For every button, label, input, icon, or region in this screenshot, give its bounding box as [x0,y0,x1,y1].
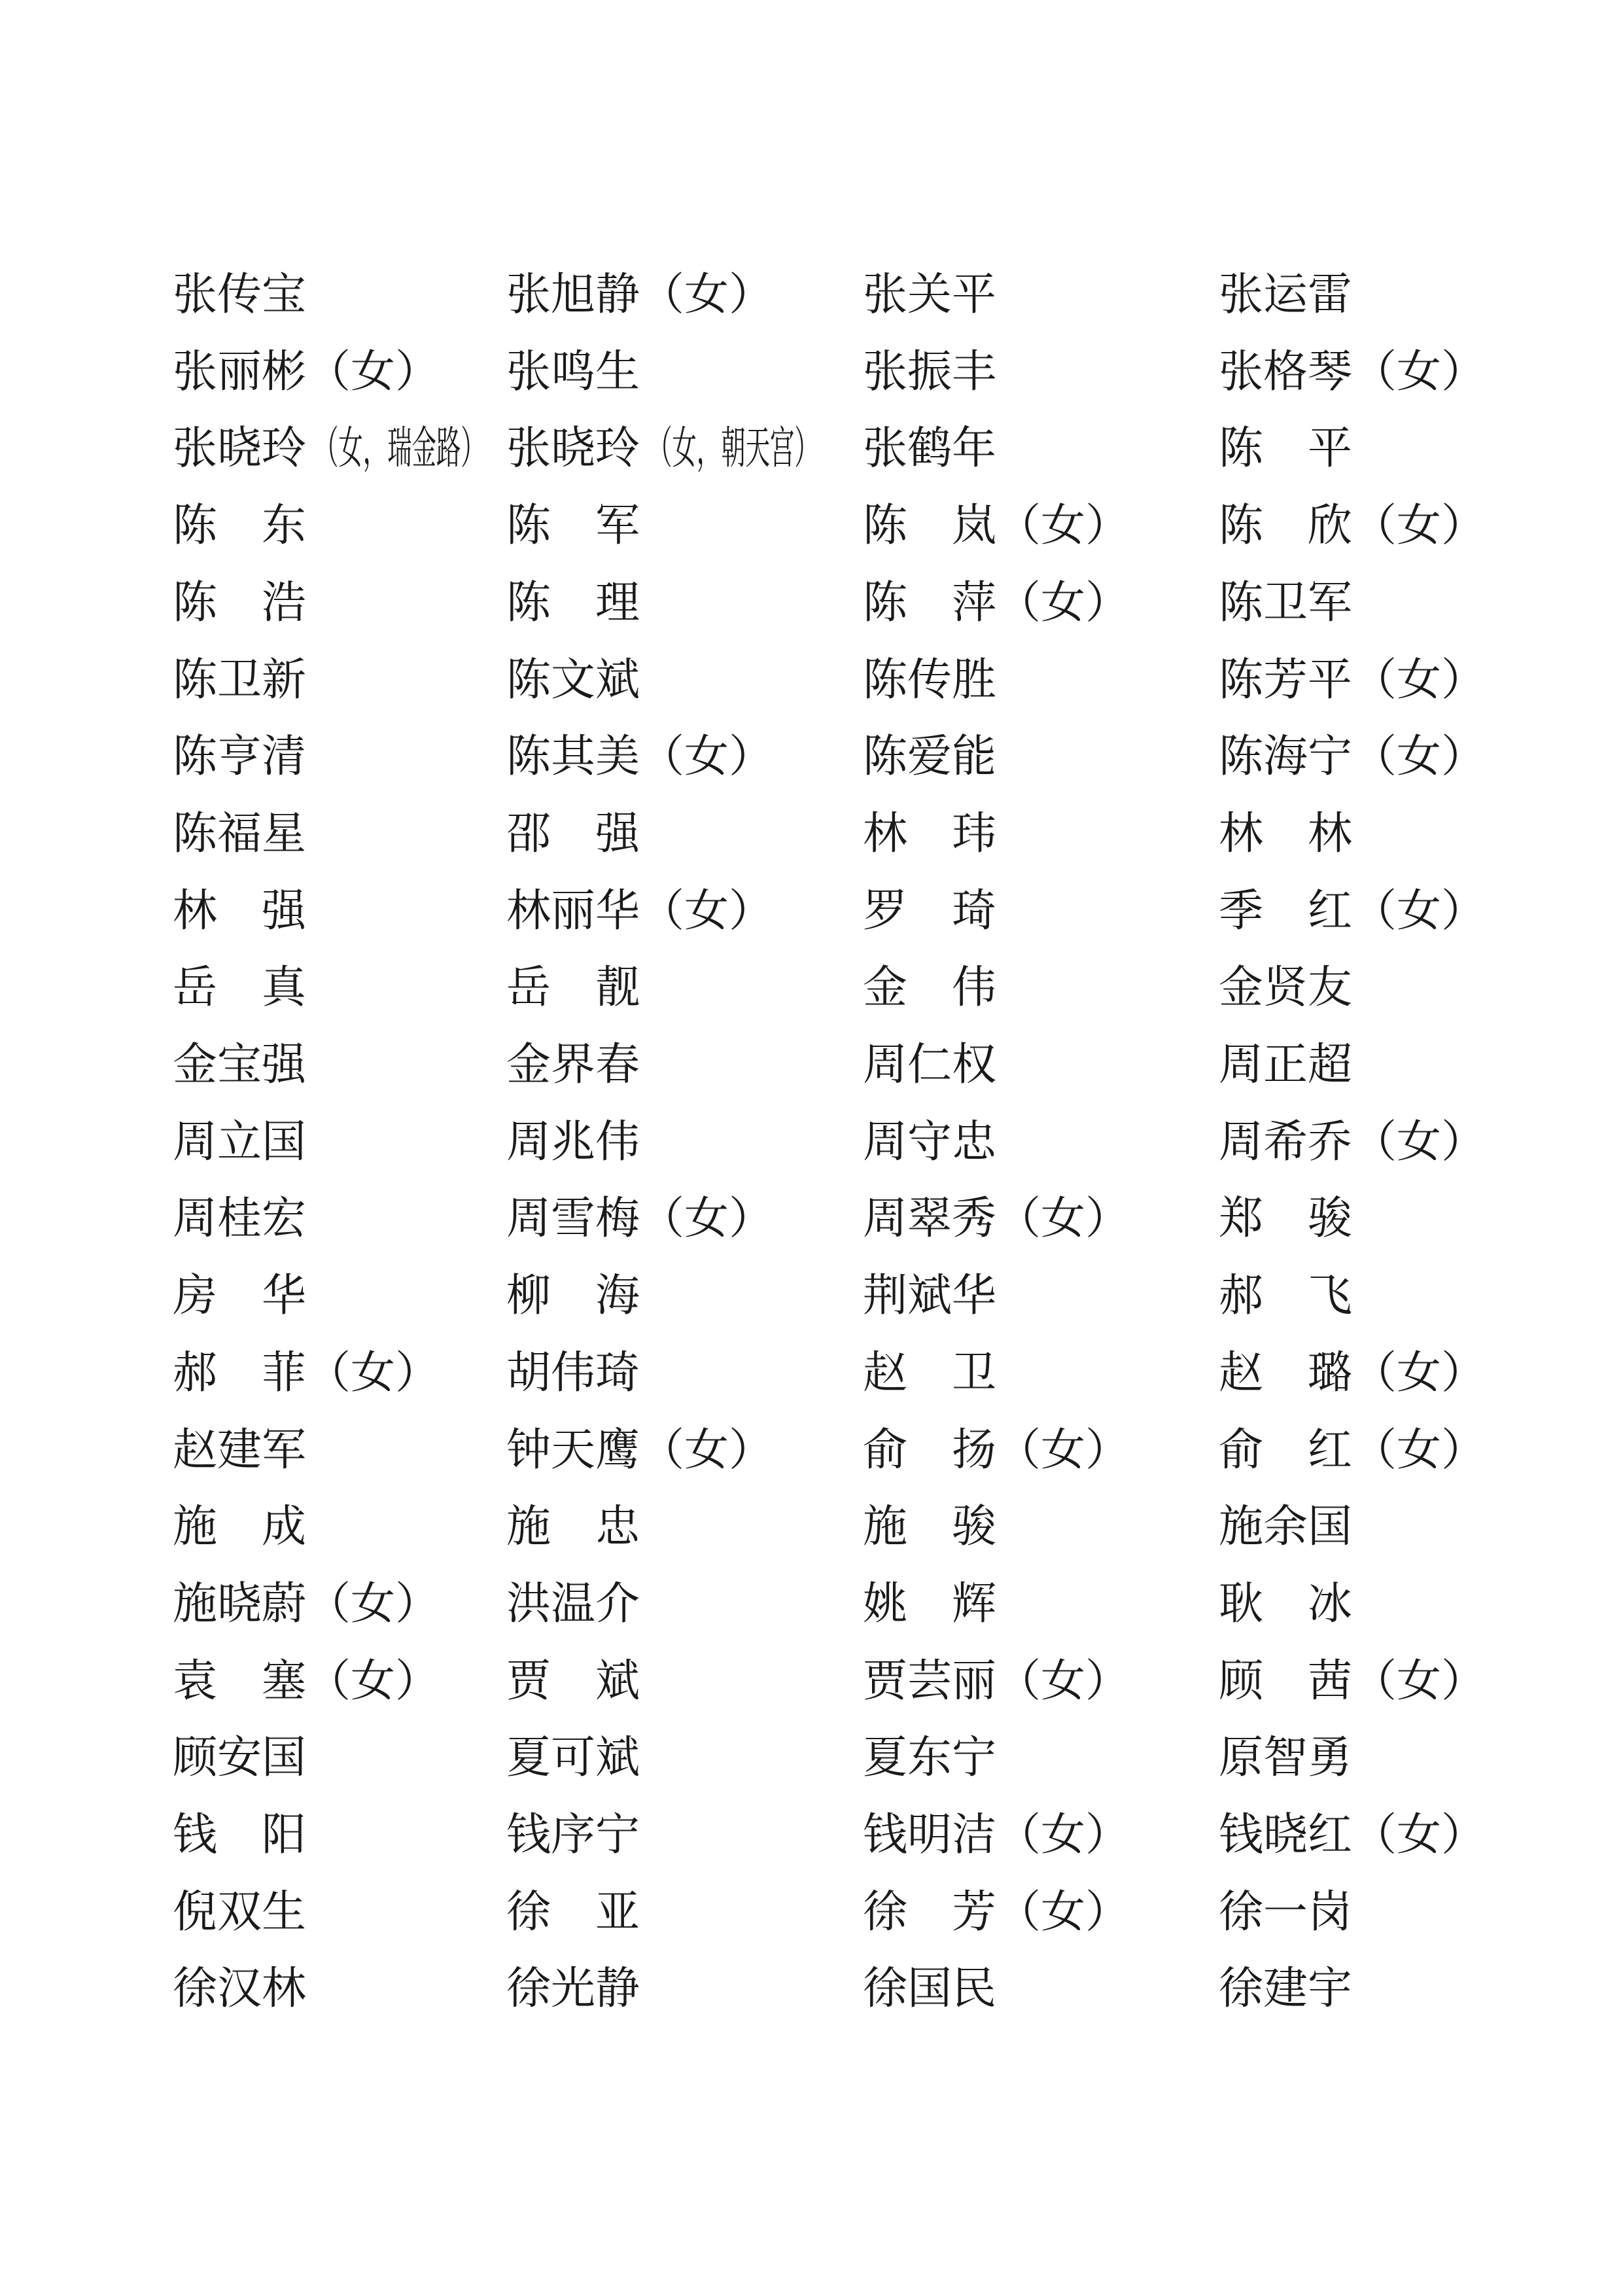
name-entry: 周正超 [1219,1039,1353,1091]
name-row [0,1180,1623,1258]
name-entry: 周兆伟 [506,1116,640,1168]
name-row [0,565,1623,642]
name-entry: 周希乔（女） [1219,1116,1486,1168]
name-entry: 周翠秀（女） [863,1193,1130,1245]
name-entry: 袁 塞（女） [173,1655,440,1707]
name-entry: 张丽彬（女） [173,345,440,398]
name-entry: 陈 军 [506,500,640,552]
name-entry: 林 强 [173,885,307,937]
name-entry: 贾芸丽（女） [863,1655,1130,1707]
name-row [0,642,1623,719]
name-entry: 荆斌华 [863,1270,997,1322]
name-entry: 耿 冰 [1219,1578,1353,1630]
name-entry: 顾安国 [173,1732,307,1784]
name-entry: 钱序宁 [506,1809,640,1861]
name-entry: 钱晓红（女） [1219,1809,1486,1861]
name-entry: 徐光静 [506,1963,640,2015]
name-entry: 邵 强 [506,807,640,860]
name-entry: 金 伟 [863,962,997,1014]
name-entry: 周仁权 [863,1039,997,1091]
name-entry: 徐 芳（女） [863,1886,1130,1938]
name-entry: 张振丰 [863,345,997,398]
name-note: （女，朝天宫） [648,423,819,475]
name-entry: 徐汉林 [173,1963,307,2015]
name-entry: 徐建宇 [1219,1963,1353,2015]
name-entry: 季 红（女） [1219,885,1486,937]
name-entry: 房 华 [173,1270,307,1322]
name-entry: 陈 欣（女） [1219,500,1486,552]
name-entry: 张传宝 [173,269,307,321]
name-row [0,334,1623,411]
name-row [0,1797,1623,1874]
name-row [0,796,1623,873]
name-row [0,1720,1623,1797]
name-entry: 施 成 [173,1501,307,1553]
name-entry: 陈卫新 [173,654,307,706]
name-entry: 周雪梅（女） [506,1193,774,1245]
name-entry: 郝 飞 [1219,1270,1353,1322]
name-entry: 陈爱能 [863,731,997,783]
name-entry: 罗 琦 [863,885,997,937]
name-entry: 林 林 [1219,807,1353,860]
name-entry: 陈 岚（女） [863,500,1130,552]
name-row [0,1951,1623,2028]
name-entry: 施 忠 [506,1501,640,1553]
name-row [0,718,1623,796]
name-row [0,487,1623,565]
name-entry: 夏东宁 [863,1732,997,1784]
name-entry: 徐一岗 [1219,1886,1353,1938]
name-row [0,1104,1623,1181]
name-entry: 周立国 [173,1116,307,1168]
name-entry: 陈亨清 [173,731,307,783]
name-entry: 赵 璐（女） [1219,1347,1486,1399]
name-entry: 陈福星 [173,807,307,860]
name-entry: 倪双生 [173,1886,307,1938]
name-entry: 陈 萍（女） [863,576,1130,629]
name-entry: 赵建军 [173,1424,307,1476]
name-entry: 陈 理 [506,576,640,629]
name-entry: 岳 靓 [506,962,640,1014]
name-entry: 林 玮 [863,807,997,860]
name-entry: 洪温介 [506,1578,640,1630]
name-entry: 贾 斌 [506,1655,640,1707]
name-entry: 徐 亚 [506,1886,640,1938]
name-entry: 陈芳平（女） [1219,654,1486,706]
name-entry: 施余国 [1219,1501,1353,1553]
name-entry: 陈文斌 [506,654,640,706]
name-entry: 施 骏 [863,1501,997,1553]
name-entry: 陈 浩 [173,576,307,629]
name-entry: 顾 茜（女） [1219,1655,1486,1707]
name-entry: 金宝强 [173,1039,307,1091]
name-row [0,1874,1623,1951]
name-entry: 金界春 [506,1039,640,1091]
name-entry: 周桂宏 [173,1193,307,1245]
name-entry: 陈海宁（女） [1219,731,1486,783]
name-entry: 张关平 [863,269,997,321]
name-entry: 张格琴（女） [1219,345,1486,398]
name-row [0,1566,1623,1643]
name-entry: 俞 红（女） [1219,1424,1486,1476]
name-entry: 陈卫军 [1219,576,1353,629]
name-row [0,949,1623,1027]
name-entry: 张旭静（女） [506,269,774,321]
name-text: 张晓玲 [173,423,307,475]
name-entry: 俞 扬（女） [863,1424,1130,1476]
name-entry: 胡伟琦 [506,1347,640,1399]
name-row [0,1412,1623,1489]
name-row [0,1258,1623,1335]
name-entry: 钱 阳 [173,1809,307,1861]
name-entry: 郑 骏 [1219,1193,1353,1245]
name-row [0,873,1623,950]
name-note: （女，瑞金路） [314,423,485,475]
name-entry: 原智勇 [1219,1732,1353,1784]
name-entry: 夏可斌 [506,1732,640,1784]
name-entry: 周守忠 [863,1116,997,1168]
name-entry: 徐国民 [863,1963,997,2015]
name-entry: 钱明洁（女） [863,1809,1130,1861]
name-entry: 林丽华（女） [506,885,774,937]
name-entry: 陈传胜 [863,654,997,706]
name-entry: 陈其美（女） [506,731,774,783]
name-entry: 施晓蔚（女） [173,1578,440,1630]
name-row [0,1027,1623,1104]
name-row [0,410,1623,487]
name-row [0,1335,1623,1412]
name-entry: 张运雷 [1219,269,1353,321]
name-entry: 张鹤年 [863,423,997,475]
name-row [0,1489,1623,1566]
name-entry: 郝 菲（女） [173,1347,440,1399]
name-entry: 赵 卫 [863,1347,997,1399]
name-entry: 岳 真 [173,962,307,1014]
name-row [0,1643,1623,1720]
name-row [0,256,1623,334]
name-entry: 陈 东 [173,500,307,552]
name-entry: 姚 辉 [863,1578,997,1630]
name-entry: 金贤友 [1219,962,1353,1014]
name-entry: 张鸣生 [506,345,640,398]
name-entry: 柳 海 [506,1270,640,1322]
name-entry: 陈 平 [1219,423,1353,475]
name-entry: 钟天鹰（女） [506,1424,774,1476]
name-text: 张晓玲 [506,423,640,475]
